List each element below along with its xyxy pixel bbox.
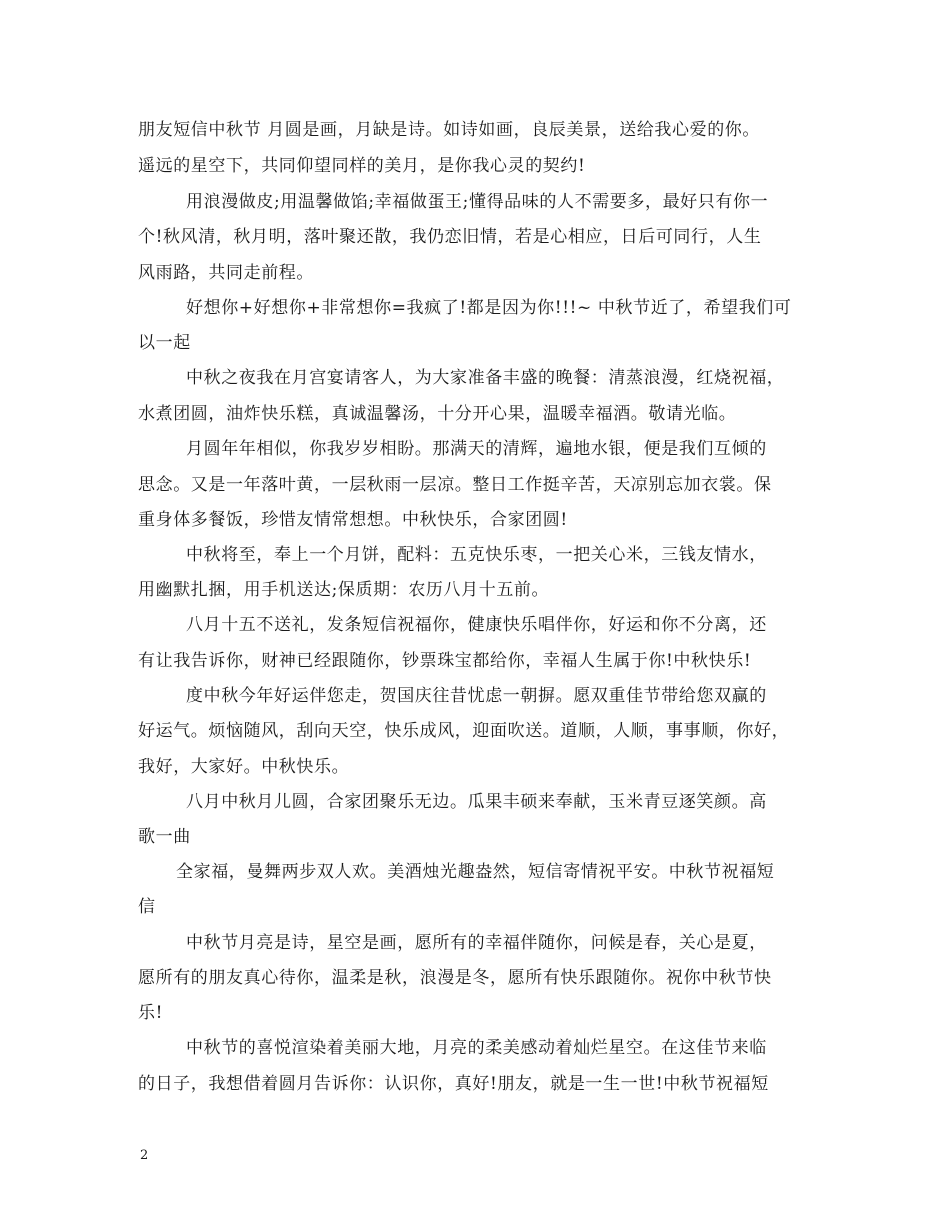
text-line: 水煮团圆，油炸快乐糕，真诚温馨汤，十分开心果，温暖幸福酒。敬请光临。 — [138, 404, 737, 424]
text-line: 中秋节的喜悦渲染着美丽大地，月亮的柔美感动着灿烂星空。在这佳节来临 — [186, 1038, 767, 1058]
text-line: 个!秋风清，秋月明，落叶聚还散，我仍恋旧情，若是心相应，日后可同行，人生 — [138, 227, 762, 247]
text-line: 好运气。烦恼随风，刮向天空，快乐成风，迎面吹送。道顺，人顺，事事顺，你好， — [138, 721, 790, 741]
text-line: 乐! — [138, 1003, 164, 1023]
text-line: 用浪漫做皮;用温馨做馅;幸福做蛋王;懂得品味的人不需要多，最好只有你一 — [186, 192, 769, 212]
text-line: 用幽默扎捆，用手机送达;保质期：农历八月十五前。 — [138, 580, 550, 600]
text-line: 重身体多餐饭，珍惜友情常想想。中秋快乐，合家团圆! — [138, 510, 568, 530]
text-line: 我好，大家好。中秋快乐。 — [138, 757, 350, 777]
text-line: 朋友短信中秋节 月圆是画，月缺是诗。如诗如画，良辰美景，送给我心爱的你。 — [138, 120, 761, 140]
text-line: 有让我告诉你，财神已经跟随你，钞票珠宝都给你，幸福人生属于你!中秋快乐! — [138, 651, 752, 671]
text-line: 度中秋今年好运伴您走，贺国庆往昔忧虑一朝摒。愿双重佳节带给您双赢的 — [186, 686, 767, 706]
text-line: 月圆年年相似，你我岁岁相盼。那满天的清辉，遍地水银，便是我们互倾的 — [186, 439, 767, 459]
text-line: 歌一曲 — [138, 827, 191, 847]
text-line: 八月中秋月儿圆，合家团聚乐无边。瓜果丰硕来奉献，玉米青豆逐笑颜。高 — [186, 792, 767, 812]
text-line: 好想你+好想你+非常想你=我疯了!都是因为你!!!~ 中秋节近了，希望我们可 — [186, 298, 792, 318]
text-line: 八月十五不送礼，发条短信祝福你，健康快乐唱伴你，好运和你不分离，还 — [186, 615, 767, 635]
text-line: 中秋之夜我在月宫宴请客人，为大家准备丰盛的晚餐：清蒸浪漫，红烧祝福， — [186, 368, 785, 388]
text-line: 全家福，曼舞两步双人欢。美酒烛光趣盎然，短信寄情祝平安。中秋节祝福短 — [176, 862, 775, 882]
text-line: 的日子，我想借着圆月告诉你：认识你，真好!朋友，就是一生一世!中秋节祝福短 — [138, 1074, 769, 1094]
text-line: 思念。又是一年落叶黄，一层秋雨一层凉。整日工作挺辛苦，天凉别忘加衣裳。保 — [138, 475, 772, 495]
text-line: 愿所有的朋友真心待你，温柔是秋，浪漫是冬，愿所有快乐跟随你。祝你中秋节快 — [138, 968, 772, 988]
text-line: 遥远的星空下，共同仰望同样的美月，是你我心灵的契约! — [138, 156, 586, 176]
text-line: 信 — [138, 897, 156, 917]
text-line: 风雨路，共同走前程。 — [138, 263, 314, 283]
text-line: 中秋节月亮是诗，星空是画，愿所有的幸福伴随你，问候是春，关心是夏， — [186, 933, 767, 953]
page-number: 2 — [140, 1148, 149, 1163]
text-line: 中秋将至，奉上一个月饼，配料：五克快乐枣，一把关心米，三钱友情水， — [186, 545, 767, 565]
text-line: 以一起 — [138, 333, 191, 353]
